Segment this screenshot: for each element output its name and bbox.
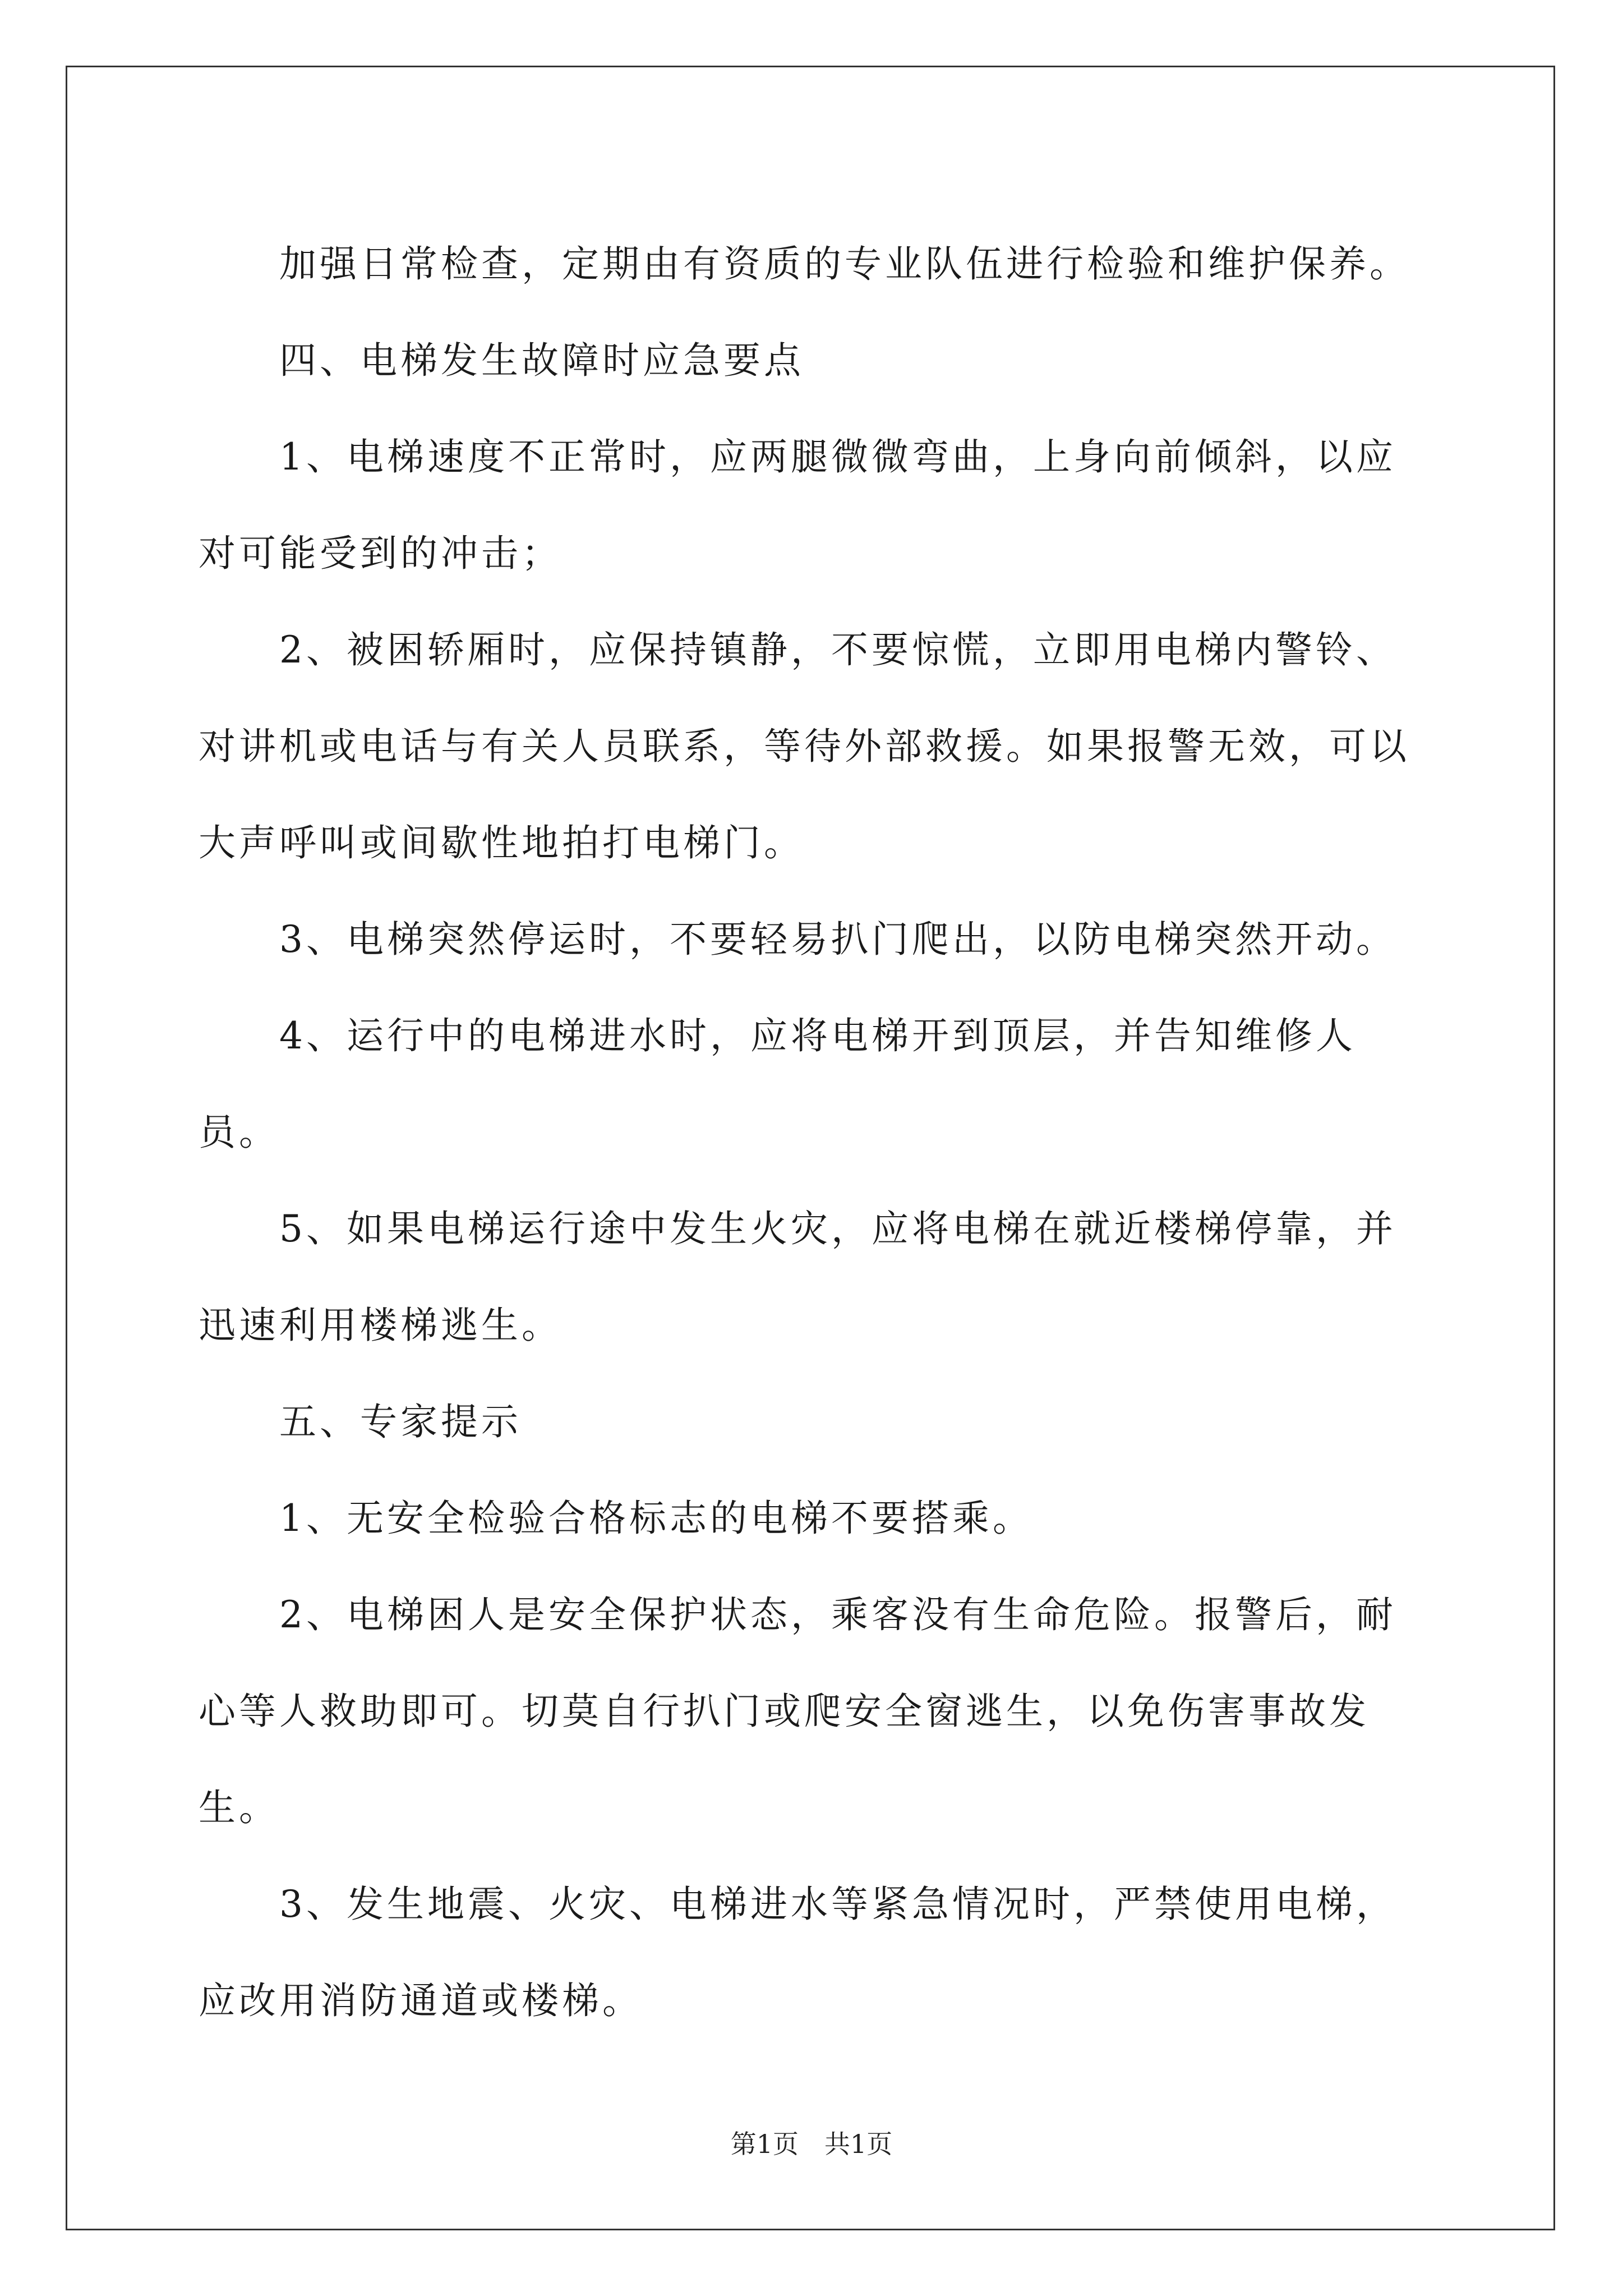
tip-item-emergency-stairs: 3、发生地震、火灾、电梯进水等紧急情况时，严禁使用电梯，应改用消防通道或楼梯。 <box>199 1883 1396 2022</box>
list-item-sudden-stop: 3、电梯突然停运时，不要轻易扒门爬出，以防电梯突然开动。 <box>279 918 1396 961</box>
paragraph-maintenance: 加强日常检查，定期由有资质的专业队伍进行检验和维护保养。 <box>279 242 1410 286</box>
list-item-fire: 5、如果电梯运行途中发生火灾，应将电梯在就近楼梯停靠，并迅速利用楼梯逃生。 <box>199 1207 1396 1347</box>
tip-item-certification: 1、无安全检验合格标志的电梯不要搭乘。 <box>279 1497 1033 1540</box>
tip-item-trapped-safe: 2、电梯困人是安全保护状态，乘客没有生命危险。报警后，耐心等人救助即可。切莫自行扒门或爬安全窗逃生，以免伤害事故发生。 <box>199 1593 1396 1829</box>
section-heading-expert-tips: 五、专家提示 <box>279 1400 522 1443</box>
list-item-speed-abnormal: 1、电梯速度不正常时，应两腿微微弯曲，上身向前倾斜，以应对可能受到的冲击； <box>199 435 1396 575</box>
page-number-footer: 第1页 共1页 <box>730 2129 893 2159</box>
list-item-trapped: 2、被困轿厢时，应保持镇静，不要惊慌，立即用电梯内警铃、对讲机或电话与有关人员联系，等待外部救援。如果报警无效，可以大声呼叫或间歇性地拍打电梯门。 <box>199 628 1410 864</box>
list-item-water: 4、运行中的电梯进水时，应将电梯开到顶层，并告知维修人员。 <box>199 1014 1356 1154</box>
document-body <box>199 216 1429 2049</box>
section-heading-emergency: 四、电梯发生故障时应急要点 <box>279 339 804 382</box>
